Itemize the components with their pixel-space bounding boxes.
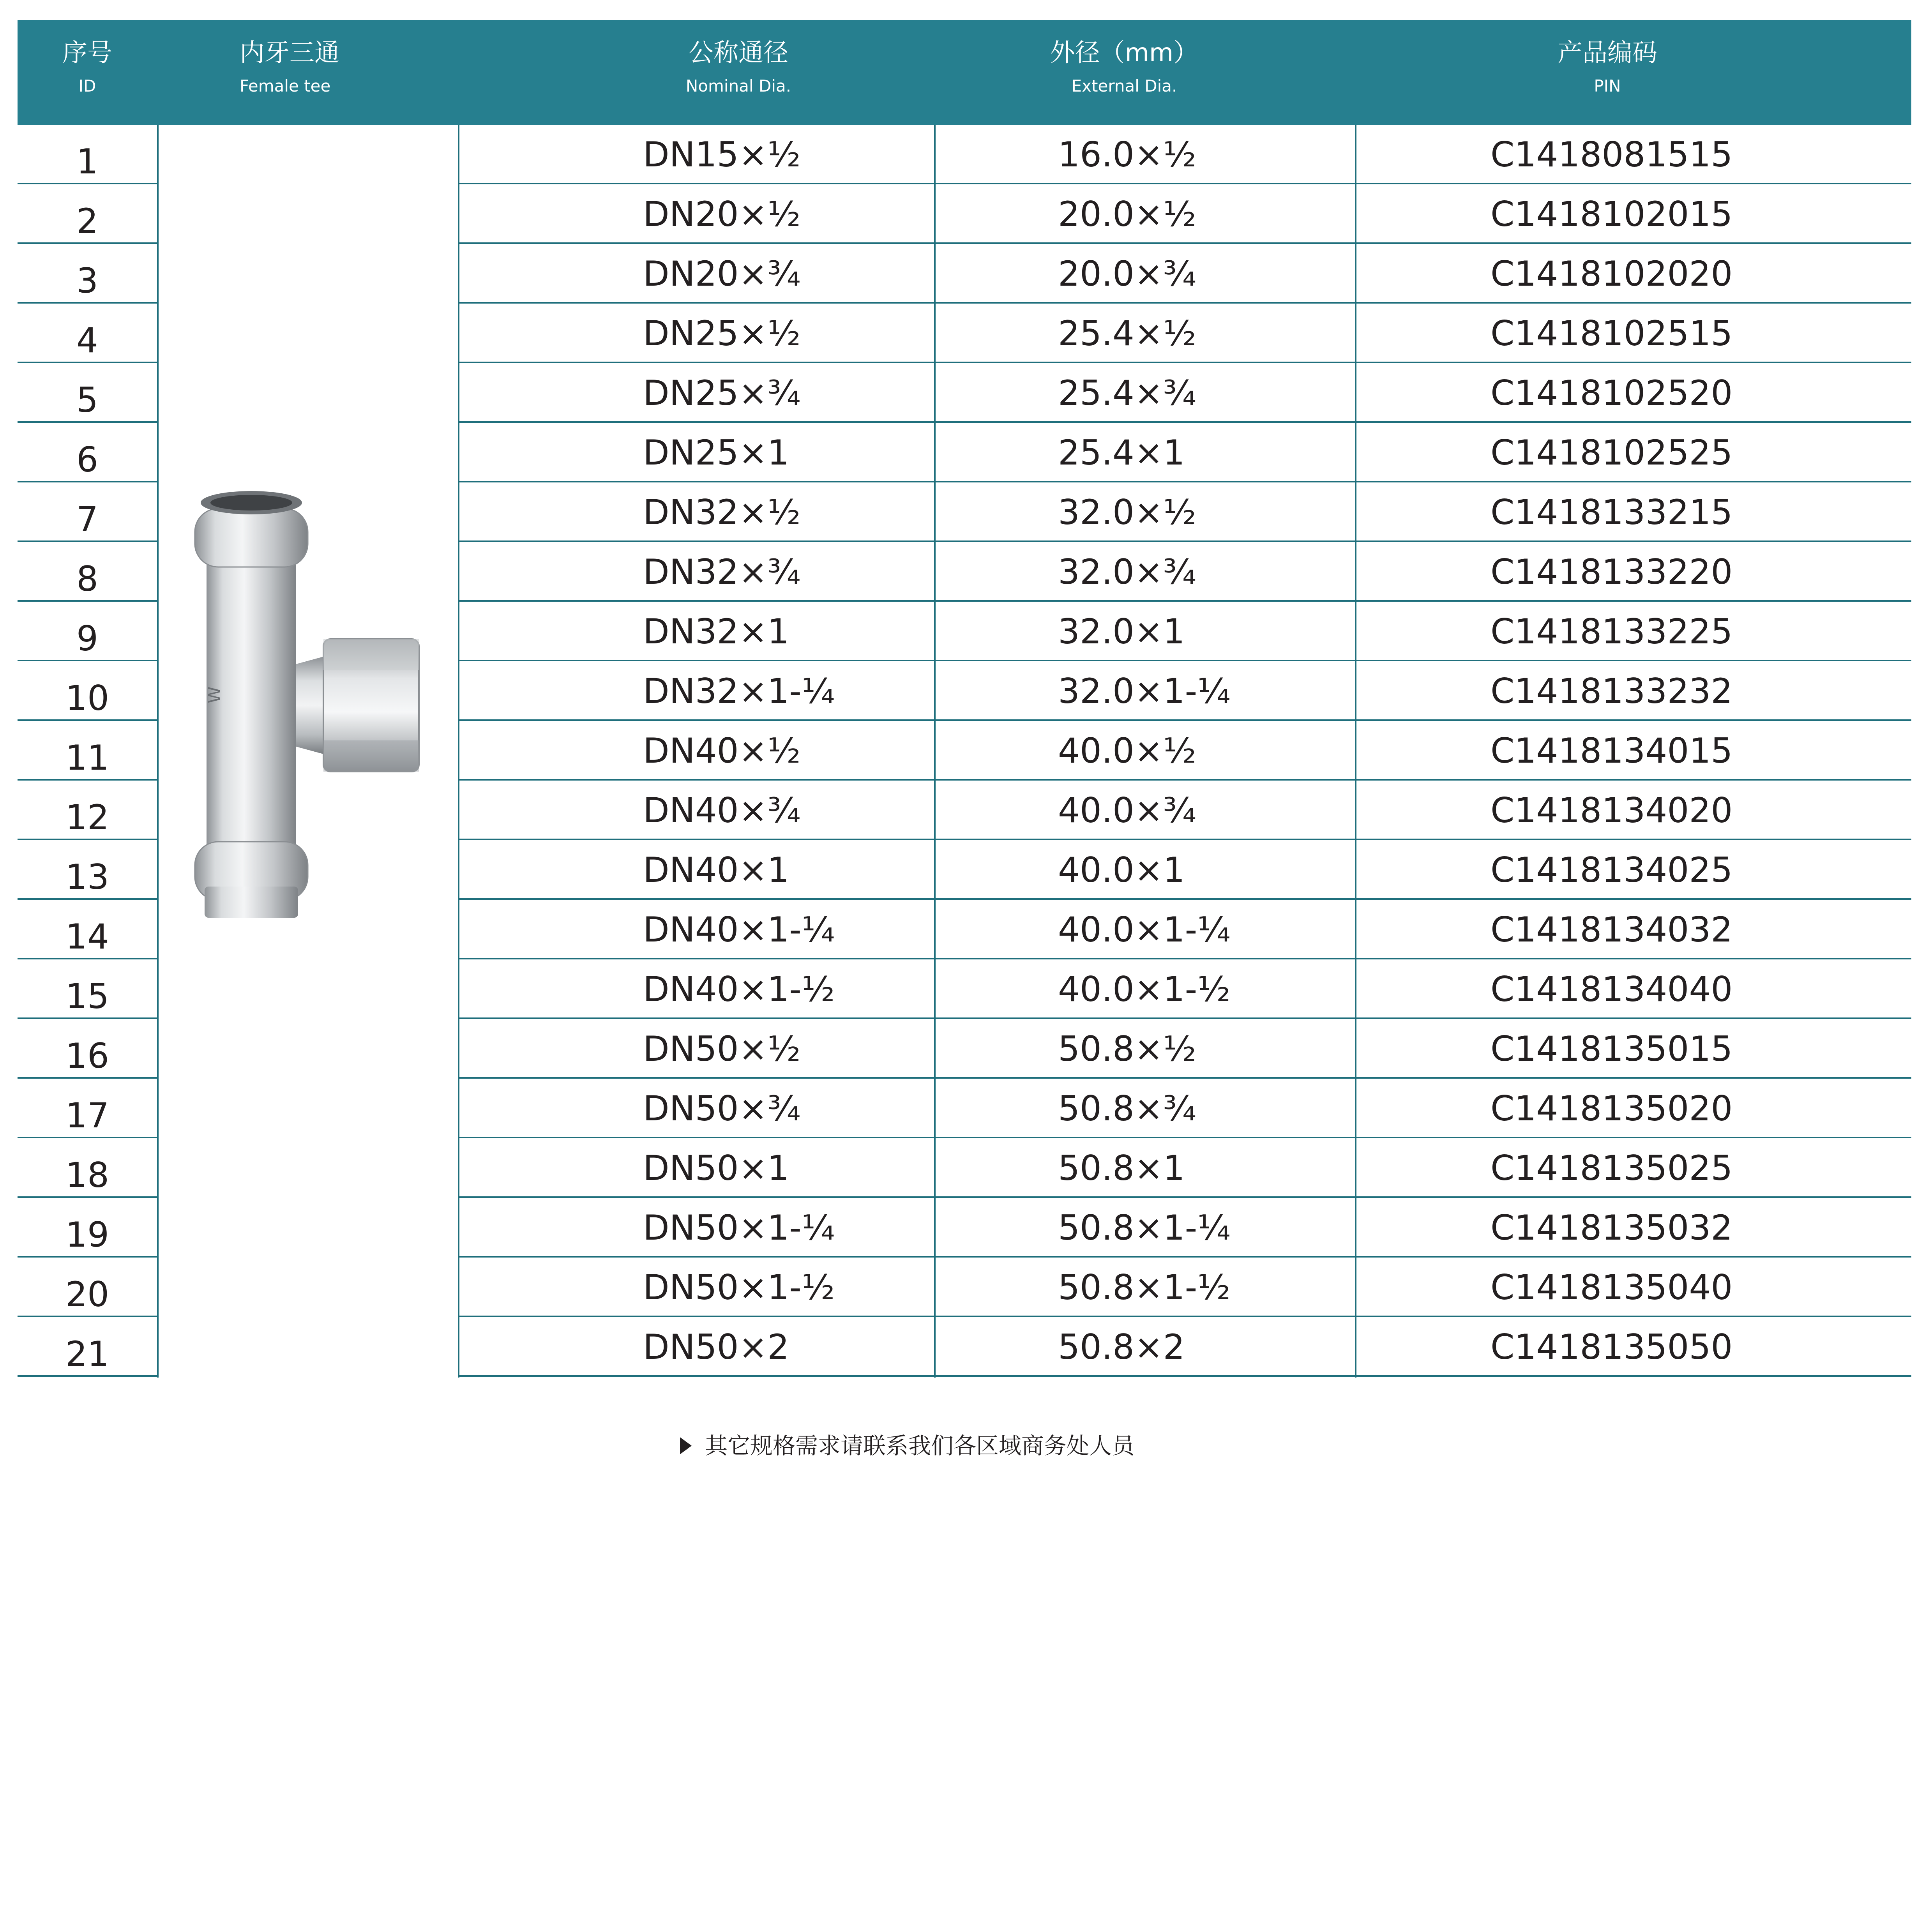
cell-id: 14 [65, 917, 109, 957]
cell-pin: C1418135015 [1491, 1029, 1733, 1069]
cell-external: 40.0×½ [1058, 731, 1196, 771]
cell-id: 9 [76, 618, 98, 659]
header-product [240, 20, 442, 125]
header-pin [1467, 20, 1748, 125]
table-row [18, 1019, 1911, 1079]
cell-external: 32.0×1-¼ [1058, 671, 1231, 711]
cell-nominal: DN40×1-¼ [643, 910, 835, 950]
cell-nominal: DN50×1-¼ [643, 1208, 835, 1248]
cell-external: 50.8×1-¼ [1058, 1208, 1231, 1248]
cell-external: 50.8×¾ [1058, 1088, 1196, 1129]
cell-id: 15 [65, 976, 109, 1016]
cell-pin: C1418135050 [1491, 1327, 1733, 1367]
svg-text:W: W [205, 686, 224, 703]
cell-pin: C1418102525 [1491, 433, 1733, 473]
cell-external: 50.8×1-½ [1058, 1267, 1231, 1307]
cell-external: 50.8×1 [1058, 1148, 1185, 1188]
cell-nominal: DN50×½ [643, 1029, 801, 1069]
cell-pin: C1418134025 [1491, 850, 1733, 890]
cell-pin: C1418133215 [1491, 492, 1733, 532]
cell-id: 8 [76, 559, 98, 599]
cell-external: 25.4×½ [1058, 313, 1196, 353]
cell-nominal: DN40×1-½ [643, 969, 835, 1009]
cell-nominal: DN32×½ [643, 492, 801, 532]
cell-id: 5 [76, 380, 98, 420]
header-pin-en: PIN [1594, 76, 1621, 95]
cell-nominal: DN20×½ [643, 194, 801, 234]
cell-external: 50.8×2 [1058, 1327, 1185, 1367]
cell-external: 40.0×¾ [1058, 790, 1196, 830]
cell-id: 11 [65, 738, 109, 778]
cell-nominal: DN40×1 [643, 850, 789, 890]
cell-nominal: DN50×2 [643, 1327, 789, 1367]
cell-pin: C1418102515 [1491, 313, 1733, 353]
cell-id: 10 [65, 678, 109, 718]
cell-id: 13 [65, 857, 109, 897]
header-product-en: Female tee [240, 76, 331, 95]
cell-external: 32.0×1 [1058, 611, 1185, 652]
cell-id: 21 [65, 1334, 109, 1374]
cell-pin: C1418133220 [1491, 552, 1733, 592]
cell-nominal: DN32×1-¼ [643, 671, 835, 711]
header-external-zh: 外径（mm） [1050, 39, 1199, 67]
cell-external: 20.0×½ [1058, 194, 1196, 234]
header-id-zh: 序号 [62, 39, 112, 67]
table-header [18, 20, 1911, 125]
cell-nominal: DN32×1 [643, 611, 789, 652]
header-id [18, 20, 157, 125]
cell-nominal: DN25×¾ [643, 373, 801, 413]
cell-id: 1 [76, 141, 98, 182]
header-external [984, 20, 1264, 125]
cell-id: 16 [65, 1036, 109, 1076]
cell-id: 3 [76, 261, 98, 301]
table-row [18, 125, 1911, 184]
cell-id: 19 [65, 1215, 109, 1255]
table-row [18, 1198, 1911, 1258]
table-row [18, 363, 1911, 423]
cell-pin: C1418081515 [1491, 134, 1733, 175]
table-row [18, 304, 1911, 363]
cell-nominal: DN40×¾ [643, 790, 801, 830]
cell-nominal: DN40×½ [643, 731, 801, 771]
cell-nominal: DN25×1 [643, 433, 789, 473]
header-product-zh: 内牙三通 [240, 39, 339, 67]
cell-nominal: DN50×1 [643, 1148, 789, 1188]
cell-external: 40.0×1 [1058, 850, 1185, 890]
footnote-text: 其它规格需求请联系我们各区域商务处人员 [705, 1432, 1135, 1459]
cell-id: 4 [76, 320, 98, 360]
table-row [18, 1138, 1911, 1198]
cell-id: 20 [65, 1274, 109, 1314]
table-row [18, 1258, 1911, 1317]
cell-nominal: DN25×½ [643, 313, 801, 353]
cell-id: 2 [76, 201, 98, 241]
table-row [18, 1079, 1911, 1138]
cell-pin: C1418135032 [1491, 1208, 1733, 1248]
cell-pin: C1418102520 [1491, 373, 1733, 413]
cell-external: 25.4×¾ [1058, 373, 1196, 413]
cell-external: 50.8×½ [1058, 1029, 1196, 1069]
cell-pin: C1418133232 [1491, 671, 1733, 711]
cell-nominal: DN20×¾ [643, 254, 801, 294]
cell-nominal: DN50×1-½ [643, 1267, 835, 1307]
cell-pin: C1418134032 [1491, 910, 1733, 950]
cell-id: 18 [65, 1155, 109, 1195]
cell-pin: C1418134020 [1491, 790, 1733, 830]
header-nominal-zh: 公称通径 [689, 39, 788, 67]
cell-pin: C1418134015 [1491, 731, 1733, 771]
triangle-bullet-icon [680, 1437, 692, 1454]
header-external-en: External Dia. [1071, 76, 1177, 95]
cell-external: 32.0×½ [1058, 492, 1196, 532]
cell-external: 32.0×¾ [1058, 552, 1196, 592]
cell-external: 40.0×1-¼ [1058, 910, 1231, 950]
table-row [18, 184, 1911, 244]
cell-pin: C1418102015 [1491, 194, 1733, 234]
cell-pin: C1418133225 [1491, 611, 1733, 652]
header-nominal-en: Nominal Dia. [685, 76, 791, 95]
table-row [18, 423, 1911, 482]
cell-nominal: DN32×¾ [643, 552, 801, 592]
cell-nominal: DN50×¾ [643, 1088, 801, 1129]
cell-pin: C1418135040 [1491, 1267, 1733, 1307]
header-id-en: ID [78, 76, 96, 95]
footnote [680, 1430, 1134, 1461]
cell-id: 12 [65, 797, 109, 837]
cell-id: 17 [65, 1095, 109, 1136]
cell-external: 25.4×1 [1058, 433, 1185, 473]
cell-pin: C1418135020 [1491, 1088, 1733, 1129]
cell-id: 7 [76, 499, 98, 539]
table-row [18, 1317, 1911, 1377]
header-nominal [598, 20, 879, 125]
cell-pin: C1418102020 [1491, 254, 1733, 294]
header-pin-zh: 产品编码 [1558, 39, 1657, 67]
cell-external: 20.0×¾ [1058, 254, 1196, 294]
cell-external: 16.0×½ [1058, 134, 1196, 175]
female-tee-product-image [183, 485, 433, 926]
cell-external: 40.0×1-½ [1058, 969, 1231, 1009]
cell-id: 6 [76, 440, 98, 480]
cell-nominal: DN15×½ [643, 134, 801, 175]
cell-pin: C1418135025 [1491, 1148, 1733, 1188]
table-row [18, 244, 1911, 304]
table-row [18, 959, 1911, 1019]
cell-pin: C1418134040 [1491, 969, 1733, 1009]
